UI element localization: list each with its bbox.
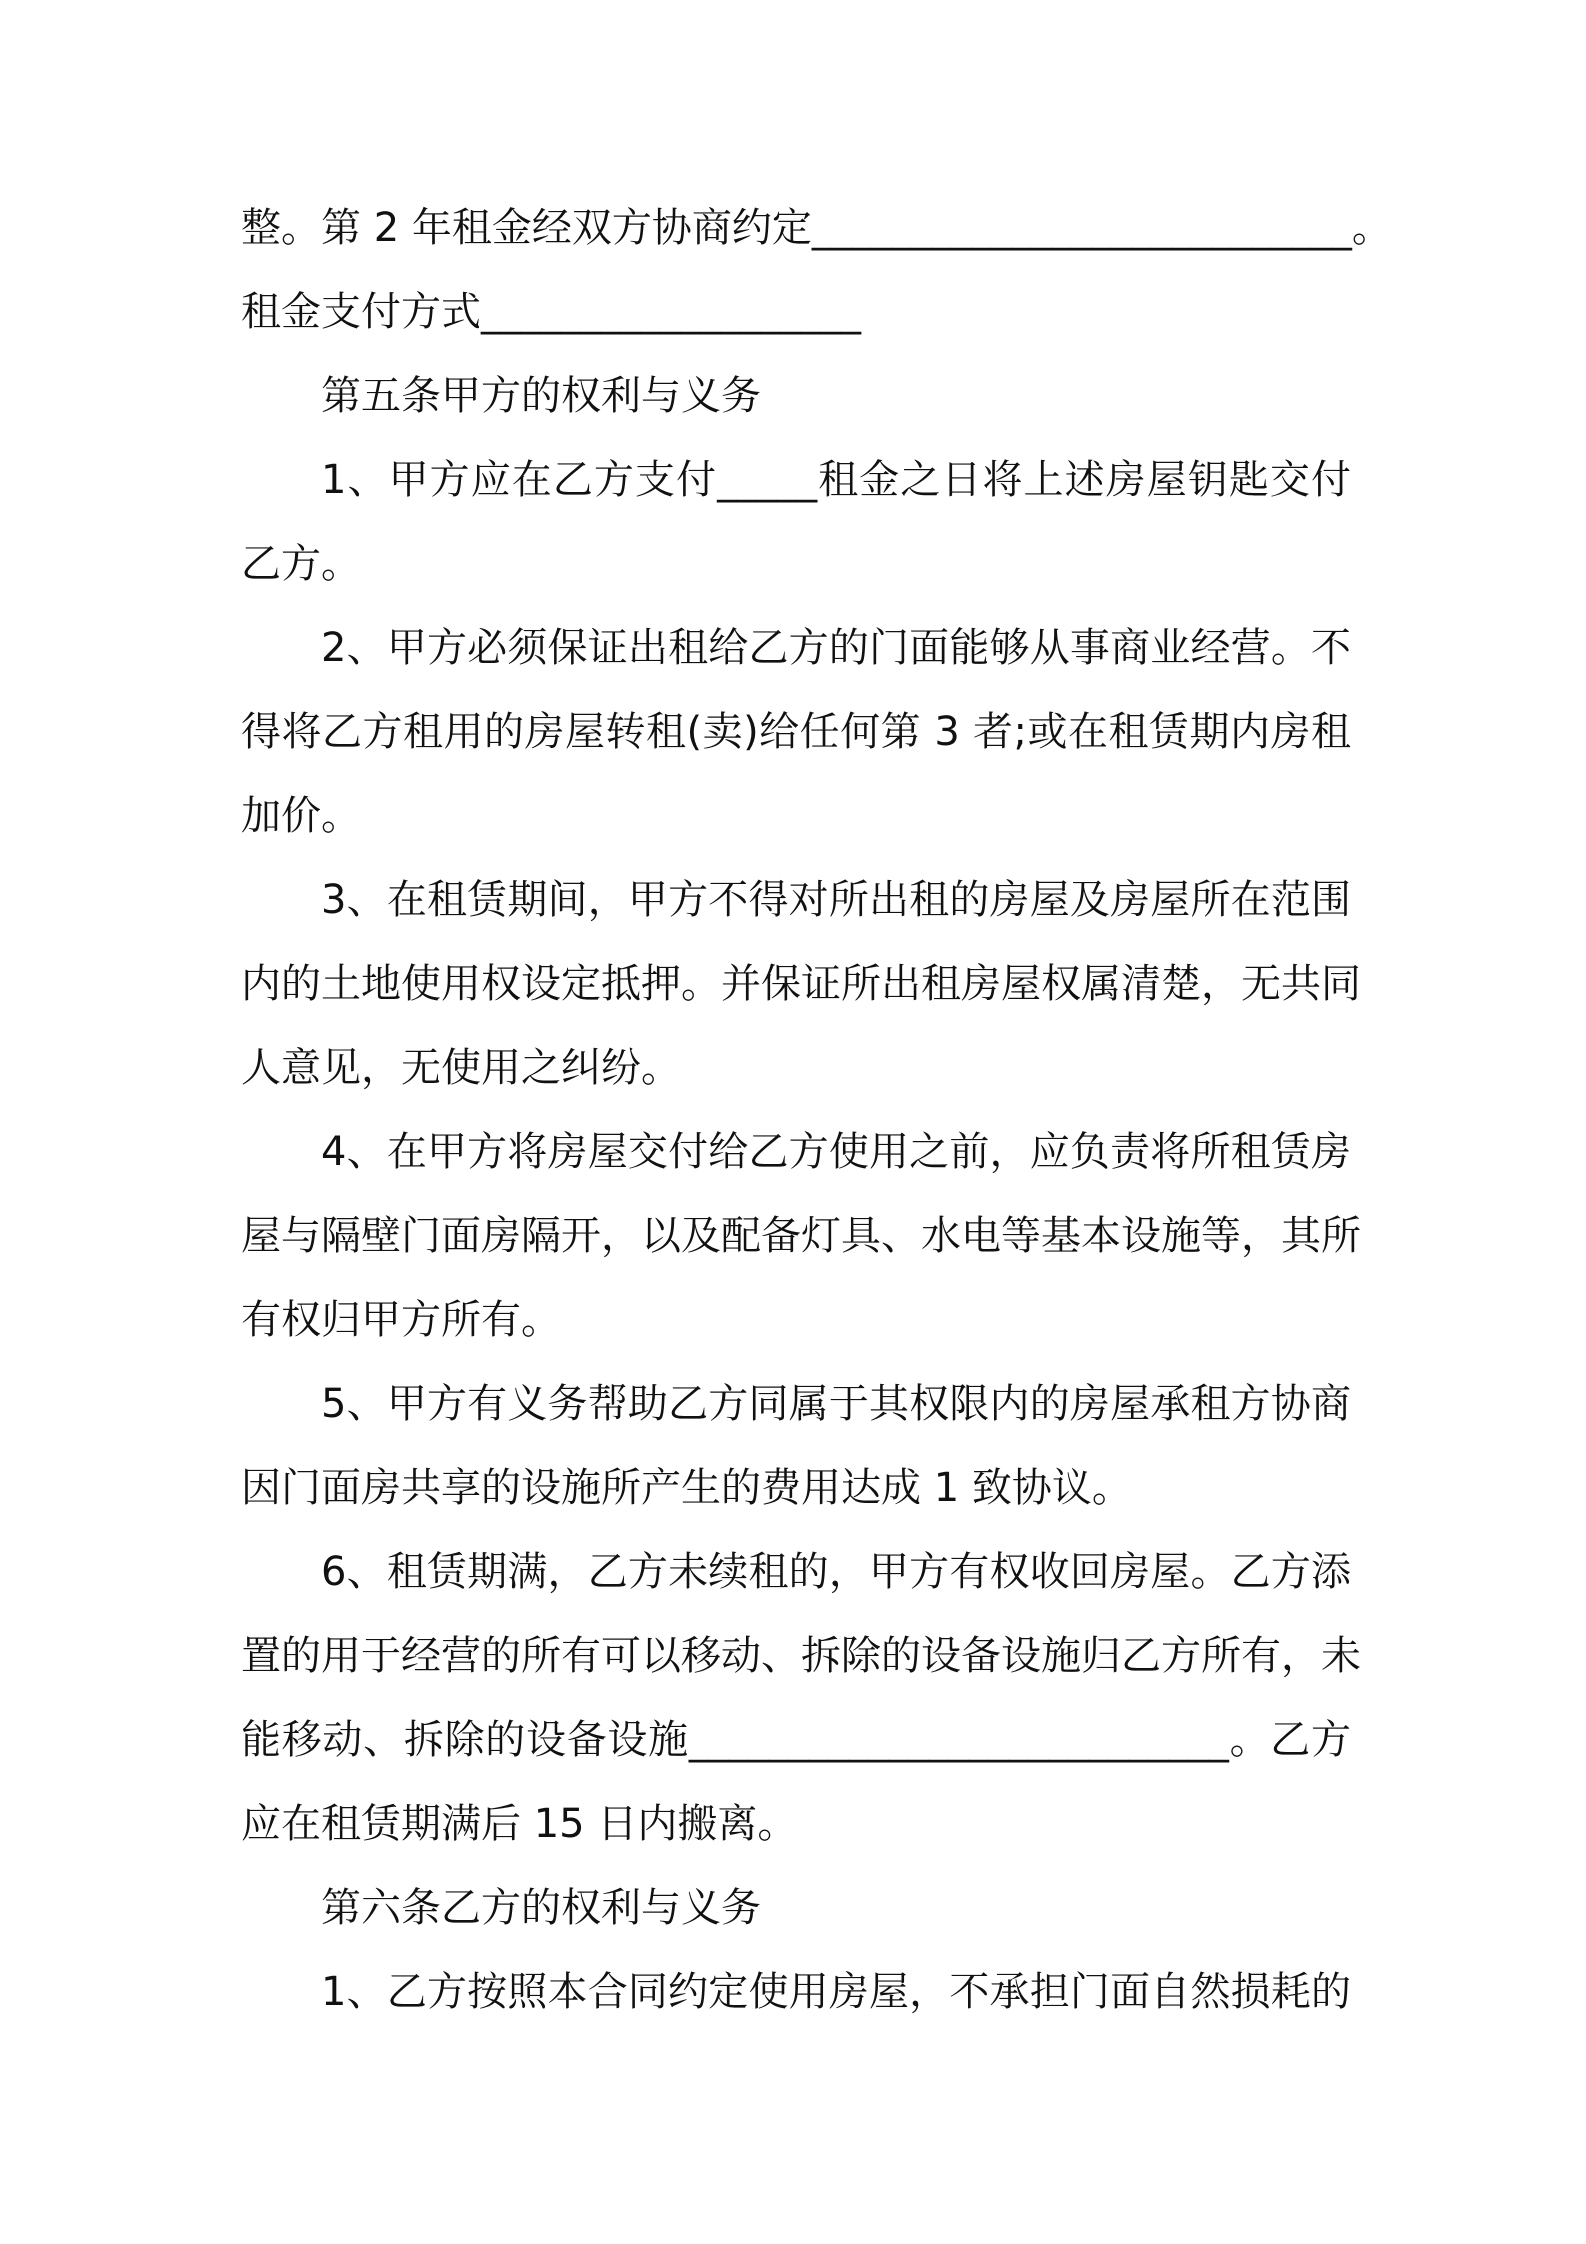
text-line: 整。第 2 年租金经双方协商约定___________________________。 [241, 205, 1392, 251]
text-line: 4、在甲方将房屋交付给乙方使用之前，应负责将所租赁房 [321, 1129, 1351, 1175]
text-line: 5、甲方有义务帮助乙方同属于其权限内的房屋承租方协商 [321, 1381, 1351, 1427]
section-heading: 第六条乙方的权利与义务 [321, 1885, 761, 1931]
text-line: 得将乙方租用的房屋转租(卖)给任何第 3 者;或在租赁期内房租 [241, 709, 1351, 755]
text-line: 1、甲方应在乙方支付_____租金之日将上述房屋钥匙交付 [321, 457, 1351, 503]
text-line: 内的土地使用权设定抵押。并保证所出租房屋权属清楚，无共同 [241, 961, 1361, 1007]
text-line: 3、在租赁期间，甲方不得对所出租的房屋及房屋所在范围 [321, 877, 1351, 923]
text-line: 1、乙方按照本合同约定使用房屋，不承担门面自然损耗的 [321, 1969, 1351, 2015]
text-line: 人意见，无使用之纠纷。 [241, 1045, 681, 1091]
text-line: 租金支付方式___________________ [241, 289, 861, 335]
section-heading: 第五条甲方的权利与义务 [321, 373, 761, 419]
text-line: 乙方。 [241, 541, 361, 587]
text-line: 屋与隔壁门面房隔开，以及配备灯具、水电等基本设施等，其所 [241, 1213, 1361, 1259]
text-line: 2、甲方必须保证出租给乙方的门面能够从事商业经营。不 [321, 625, 1351, 671]
text-line: 6、租赁期满，乙方未续租的，甲方有权收回房屋。乙方添 [321, 1549, 1351, 1595]
text-line: 有权归甲方所有。 [241, 1297, 561, 1343]
text-line: 应在租赁期满后 15 日内搬离。 [241, 1801, 798, 1847]
text-line: 能移动、拆除的设备设施___________________________。乙方 [241, 1717, 1351, 1763]
text-line: 加价。 [241, 793, 361, 839]
text-line: 置的用于经营的所有可以移动、拆除的设备设施归乙方所有，未 [241, 1633, 1361, 1679]
document-body [241, 186, 1392, 2034]
text-line: 因门面房共享的设施所产生的费用达成 1 致协议。 [241, 1465, 1132, 1511]
